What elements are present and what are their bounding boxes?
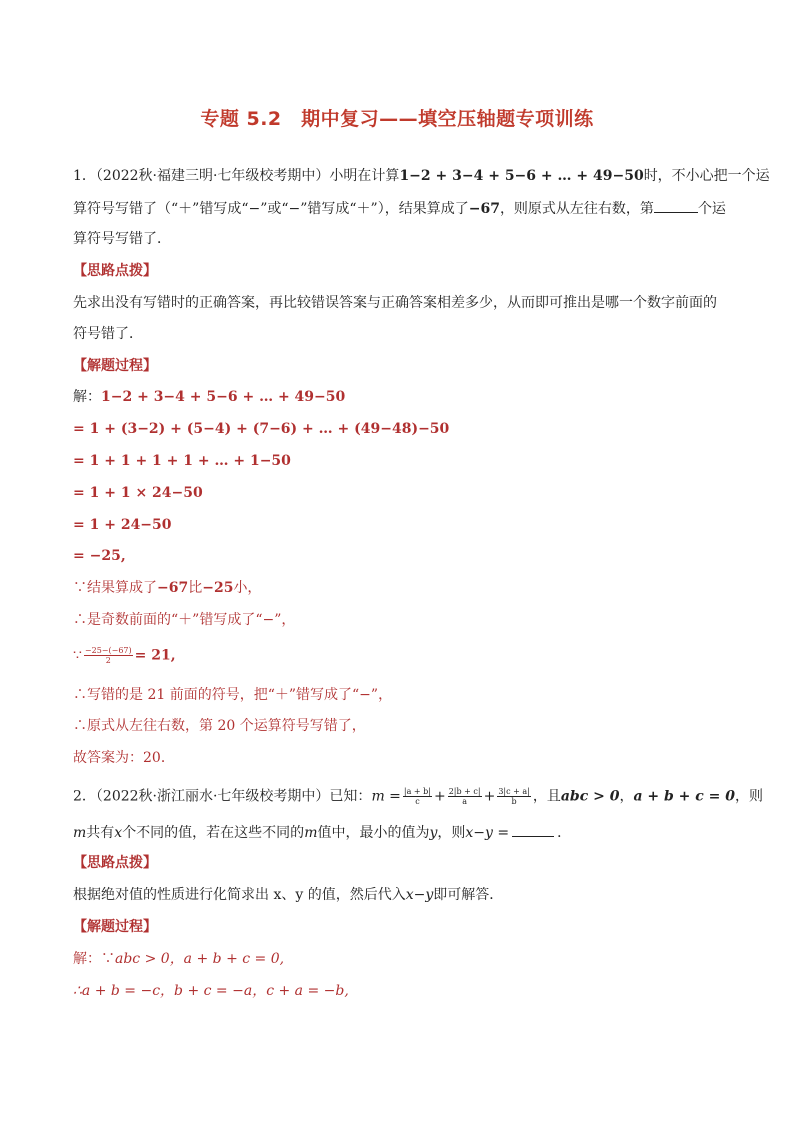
page-title: 专题 5.2 期中复习——填空压轴题专项训练 (200, 108, 594, 130)
q1-s7-value1: −67 (157, 580, 189, 596)
q1-s7-text-a: ∵结果算成了 (73, 580, 157, 596)
q1-sol-step7 (73, 579, 261, 597)
q1-sol-step3: = 1 + 1 + 1 + 1 + … + 1−50 (73, 453, 291, 469)
q1-s9-because: ∵ (73, 647, 82, 664)
q1-expression: 1−2 + 3−4 + 5−6 + … + 49−50 (399, 168, 644, 184)
q1-s9-fraction (84, 646, 133, 665)
q2-sol-step2: ∴a + b = −c，b + c = −a，c + a = −b, (73, 983, 349, 999)
q2-m-var-2: m (304, 825, 318, 841)
q2-condition2: a + b + c = 0 (633, 788, 736, 805)
q1-line2-text: 算符号写错了（“＋”错写成“−”或“−”错写成“＋”），结果算成了 (73, 201, 469, 217)
q1-sol-step9 (73, 646, 176, 665)
q2-comma: ， (619, 788, 634, 805)
q2-f3-denominator: b (511, 797, 517, 806)
q2-then: ，则 (735, 788, 764, 805)
q2-m-var: m (73, 825, 87, 841)
q2-line2 (73, 822, 571, 842)
q1-sol-step4: = 1 + 1 × 24−50 (73, 485, 203, 501)
q1-sol-step1 (73, 388, 345, 406)
q2-plus-1: + (433, 788, 446, 805)
q1-hint-heading: 【思路点拨】 (73, 263, 157, 279)
q1-sol-step11: ∴原式从左往右数，第 20 个运算符号写错了， (73, 718, 366, 734)
q1-sol-answer: 故答案为：20． (73, 750, 175, 766)
q1-answer-blank[interactable] (654, 198, 698, 213)
q2-solution-heading: 【解题过程】 (73, 919, 157, 935)
q1-line2-text-c: 个运 (697, 201, 726, 217)
q1-line2 (73, 198, 726, 218)
q2-f1-numerator: |a + b| (403, 787, 431, 796)
q2-l2-text-c: 值中，最小的值为 (317, 825, 430, 841)
q2-and: ，且 (532, 788, 561, 805)
q2-f2-numerator: 2|b + c| (448, 787, 481, 796)
q2-hint-heading: 【思路点拨】 (73, 855, 157, 871)
q2-hint-expr: x−y (405, 887, 434, 903)
q1-sol-expression: 1−2 + 3−4 + 5−6 + … + 49−50 (101, 389, 346, 405)
q2-l2-period: ． (557, 825, 572, 841)
q2-l2-text-a: 共有 (86, 825, 115, 841)
q1-s7-text-b: 比 (188, 580, 203, 596)
q2-l2-text-d: ，则 (437, 825, 466, 841)
q2-sol-expr1: abc > 0，a + b + c = 0, (115, 951, 285, 967)
q2-x-var: x (114, 825, 123, 841)
q2-hint-line1 (73, 886, 503, 904)
q2-condition1: abc > 0 (560, 788, 620, 805)
q2-hint-text-a: 根据绝对值的性质进行化简求出 x、y 的值，然后代入 (73, 887, 406, 903)
q1-sol-step10: ∴写错的是 21 前面的符号，把“＋”错写成了“−”， (73, 687, 393, 703)
q1-sol-step5: = 1 + 24−50 (73, 517, 172, 533)
q2-f2-denominator: a (462, 797, 468, 806)
q2-intro: 2．（2022秋·浙江丽水·七年级校考期中）已知： (73, 788, 372, 805)
q1-s9-denominator: 2 (105, 656, 111, 665)
q2-m-equals: m = (371, 788, 401, 805)
q1-sol-label: 解： (73, 389, 101, 405)
q2-fraction1 (403, 787, 432, 806)
q1-line3: 算符号写错了． (73, 231, 171, 247)
q1-wrong-result: −67 (468, 201, 500, 217)
q2-fraction3 (497, 787, 531, 806)
q2-y-var: y (429, 825, 438, 841)
q1-hint-line1: 先求出没有写错时的正确答案，再比较错误答案与正确答案相差多少，从而即可推出是哪一个数字前面的 (73, 295, 717, 311)
q2-line1 (73, 787, 763, 806)
q2-sol-label: 解：∵ (73, 951, 115, 967)
q2-plus-2: + (483, 788, 496, 805)
q1-s9-numerator: −25−(−67) (84, 646, 132, 655)
q1-sol-step8: ∴是奇数前面的“＋”错写成了“−”， (73, 612, 296, 628)
q2-x-minus-y: x−y = (465, 825, 510, 841)
q1-sol-step6: = −25, (73, 548, 126, 564)
q1-intro-tail: 时，不小心把一个运 (643, 168, 770, 184)
q2-hint-text-b: 即可解答． (433, 887, 504, 903)
q2-sol-step1 (73, 950, 284, 968)
q1-s9-result: = 21, (134, 647, 176, 664)
q1-solution-heading: 【解题过程】 (73, 358, 157, 374)
q2-l2-text-b: 个不同的值，若在这些不同的 (122, 825, 305, 841)
q1-sol-step2: = 1 + (3−2) + (5−4) + (7−6) + … + (49−48)−50 (73, 421, 450, 437)
q2-f1-denominator: c (415, 797, 420, 806)
q1-line2-text-b: ，则原式从左往右数，第 (499, 201, 654, 217)
q2-fraction2 (448, 787, 482, 806)
q1-intro: 1．（2022秋·福建三明·七年级校考期中）小明在计算 (73, 168, 400, 184)
q2-answer-blank[interactable] (512, 822, 554, 837)
q1-s7-text-c: 小， (233, 580, 262, 596)
q1-line1 (73, 167, 770, 185)
q1-s7-value2: −25 (202, 580, 234, 596)
q1-hint-line2: 符号错了． (73, 326, 143, 342)
q2-f3-numerator: 3|c + a| (498, 787, 530, 796)
